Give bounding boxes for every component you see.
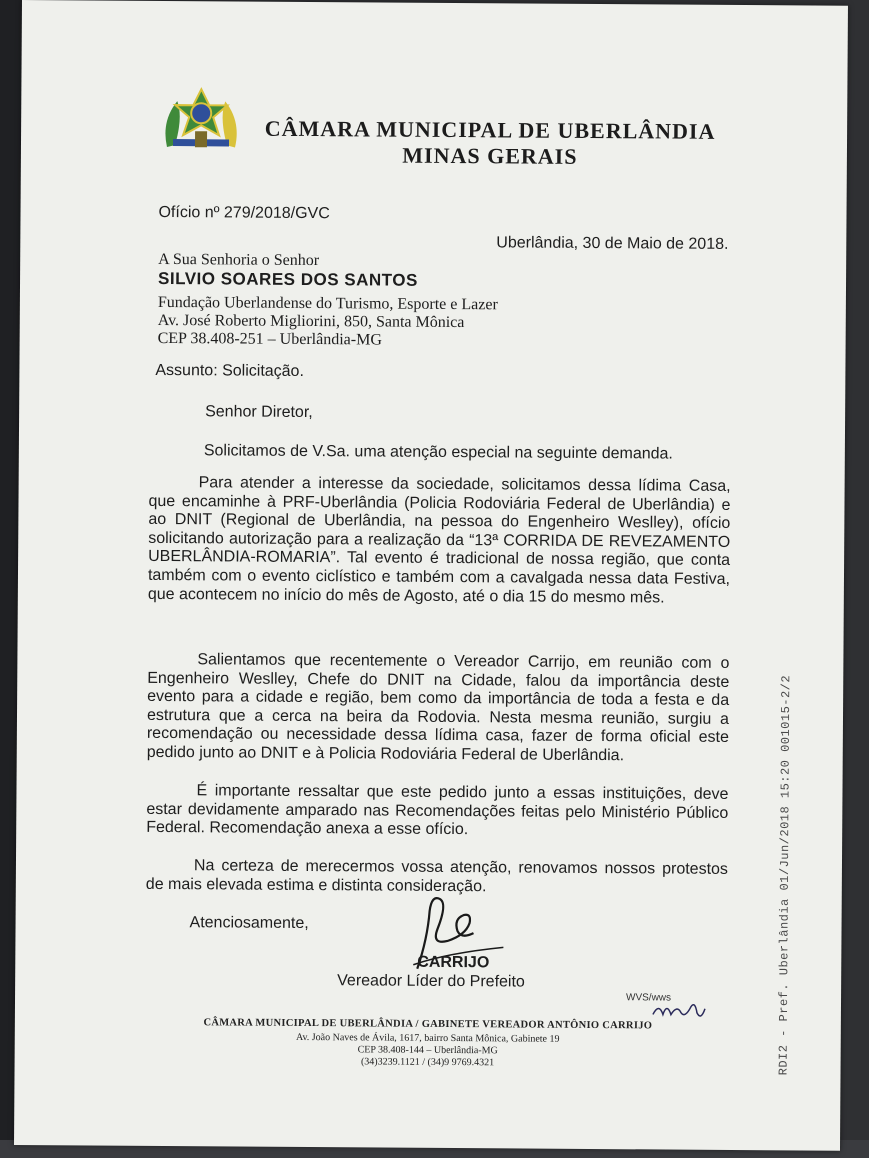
institution-subtitle: MINAS GERAIS xyxy=(402,142,578,169)
closing: Atenciosamente, xyxy=(189,914,309,933)
initials-signature xyxy=(651,998,707,1022)
salutation: A Sua Senhoria o Senhor xyxy=(158,250,320,270)
greeting: Senhor Diretor, xyxy=(205,403,313,422)
footer-institution: CÂMARA MUNICIPAL DE UBERLÂNDIA / GABINETE VEREADOR ANTÔNIO CARRIJO xyxy=(203,1017,653,1032)
signer-role: Vereador Líder do Prefeito xyxy=(337,972,525,991)
recipient-name: SILVIO SOARES DOS SANTOS xyxy=(157,268,418,290)
recipient-address: Av. José Roberto Migliorini, 850, Santa Mônica xyxy=(157,311,465,332)
letter-date: Uberlândia, 30 de Maio de 2018. xyxy=(496,234,729,253)
footer-cep: CEP 38.408-144 – Uberlândia-MG xyxy=(357,1044,498,1057)
protocol-stamp: RDI2 - Pref. Uberlândia 01/Jun/2018 15:20 001015-2/2 xyxy=(776,674,794,1076)
oficio-number: Ofício nº 279/2018/GVC xyxy=(158,203,330,223)
recipient-cep: CEP 38.408-251 – Uberlândia-MG xyxy=(157,329,382,349)
footer-address: Av. João Naves de Ávila, 1617, bairro Santa Mônica, Gabinete 19 xyxy=(295,1031,560,1045)
typist-initials: WVS/wws xyxy=(626,992,672,1004)
institution-title: CÂMARA MUNICIPAL DE UBERLÂNDIA xyxy=(264,115,716,144)
body-paragraph-1: Para atender a interesse da sociedade, solicitamos dessa lídima Casa, que encaminhe à PRF-Uberlândia (Policia Rodoviária Federal de Uberlândia) e ao DNIT (Regional de Uberlândia, na pessoa do Engenheiro Weslley), ofício solicitando autorização para a realização da “13ª CORRIDA DE REVEZAMENTO UBERLÂNDIA-ROMARIA”. Tal evento é tradicional de nossa região, que conta também com o evento ciclístico e também com a cavalgada nessa data Festiva, que acontecem no início do mês de Agosto, até o dia 15 do mesmo mês. xyxy=(147,474,731,607)
body-paragraph-3: É importante ressaltar que este pedido junto a essas instituições, deve estar devidamente amparado nas Recomendações feitas pelo Ministério Público Federal. Recomendação anexa a esse ofício. xyxy=(146,782,729,839)
body-paragraph-2: Salientamos que recentemente o Vereador Carrijo, em reunião com o Engenheiro Weslley, Chefe do DNIT na Cidade, falou da importância deste evento para a cidade e região, bem como da importância de toda a festa e da estrutura que a cerca na beira da Rodovia. Nesta mesma reunião, surgiu a recomendação ou necessidade dessa lídima casa, fazer de forma oficial este pedido junto ao DNIT e à Policia Rodoviária Federal de Uberlândia. xyxy=(146,651,730,765)
signer-name: CARRIJO xyxy=(417,953,490,972)
recipient-organization: Fundação Uberlandense do Turismo, Esporte e Lazer xyxy=(157,293,498,314)
subject-line: Assunto: Solicitação. xyxy=(155,361,305,380)
body-paragraph-4: Na certeza de merecermos vossa atenção, renovamos nossos protestos de mais elevada estima e distinta consideração. xyxy=(145,857,729,895)
intro-sentence: Solicitamos de V.Sa. uma atenção especial na seguinte demanda. xyxy=(203,442,673,463)
letter-page xyxy=(14,0,848,1151)
footer-phones: (34)3239.1121 / (34)9 9769.4321 xyxy=(360,1056,495,1069)
